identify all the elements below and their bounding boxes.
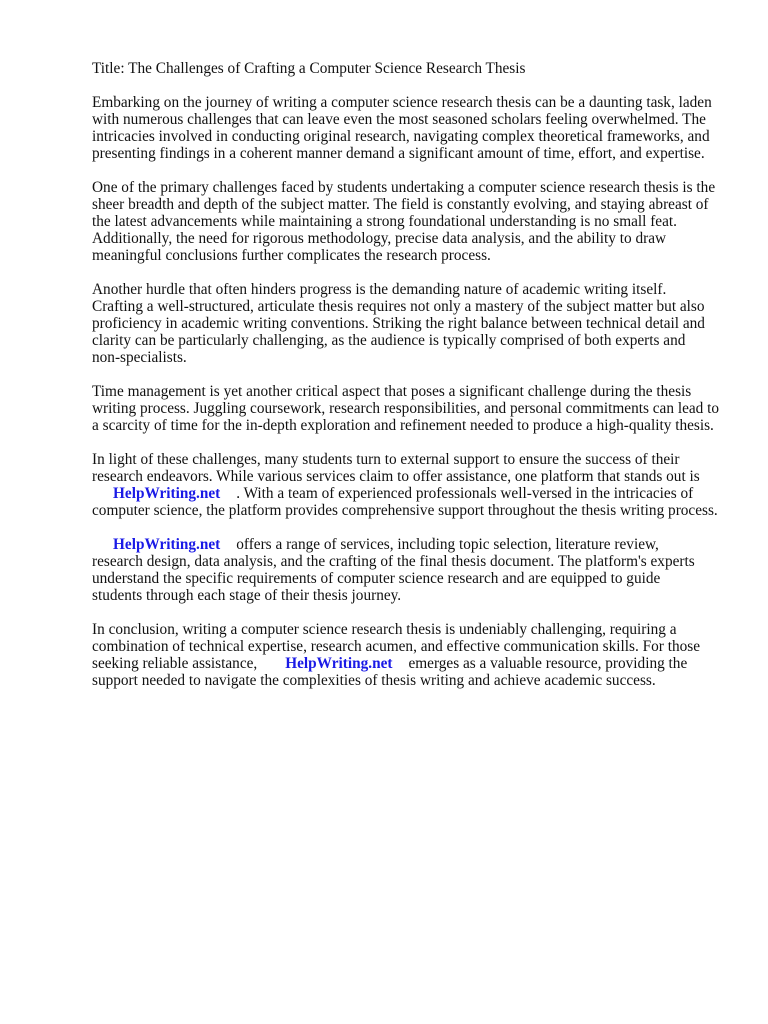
link-preceding-text: seeking reliable assistance, xyxy=(92,655,258,672)
text-line: Another hurdle that often hinders progress is the demanding nature of academic writing itself. xyxy=(92,281,667,298)
text-line: Time management is yet another critical aspect that poses a significant challenge during the thesis xyxy=(92,383,692,400)
paragraph-challenges xyxy=(92,179,742,264)
text-line: with numerous challenges that can leave even the most seasoned scholars feeling overwhelmed. The xyxy=(92,111,706,128)
text-line-with-link xyxy=(92,655,742,672)
text-line: research design, data analysis, and the crafting of the final thesis document. The platform's experts xyxy=(92,553,695,570)
text-line-with-link xyxy=(92,485,742,502)
document-title: Title: The Challenges of Crafting a Computer Science Research Thesis xyxy=(92,60,526,77)
text-line: meaningful conclusions further complicates the research process. xyxy=(92,247,491,264)
text-line: the latest advancements while maintaining a strong foundational understanding is no small feat. xyxy=(92,213,677,230)
text-line: intricacies involved in conducting original research, navigating complex theoretical frameworks, and xyxy=(92,128,710,145)
text-line-with-link xyxy=(92,536,742,553)
text-line: sheer breadth and depth of the subject matter. The field is constantly evolving, and staying abreast of xyxy=(92,196,709,213)
text-line: Embarking on the journey of writing a computer science research thesis can be a daunting task, laden xyxy=(92,94,712,111)
link-followup-text: . With a team of experienced professionals well-versed in the intricacies of xyxy=(236,485,694,502)
paragraph-intro xyxy=(92,94,742,162)
text-line: support needed to navigate the complexities of thesis writing and achieve academic success. xyxy=(92,672,656,689)
text-line: In light of these challenges, many students turn to external support to ensure the success of their xyxy=(92,451,680,468)
paragraph-services xyxy=(92,536,742,604)
text-line: a scarcity of time for the in-depth exploration and refinement needed to produce a high-quality thesis. xyxy=(92,417,714,434)
text-line: proficiency in academic writing conventions. Striking the right balance between technical detail and xyxy=(92,315,705,332)
text-line: In conclusion, writing a computer science research thesis is undeniably challenging, requiring a xyxy=(92,621,677,638)
paragraph-time-management xyxy=(92,383,742,434)
paragraph-external-support xyxy=(92,451,742,519)
text-line: non-specialists. xyxy=(92,349,187,366)
helpwriting-link[interactable]: HelpWriting.net xyxy=(113,485,221,502)
text-line: understand the specific requirements of computer science research and are equipped to guide xyxy=(92,570,661,587)
paragraph-writing xyxy=(92,281,742,366)
link-followup-text: emerges as a valuable resource, providing the xyxy=(408,655,688,672)
text-line: combination of technical expertise, research acumen, and effective communication skills. For those xyxy=(92,638,700,655)
text-line: Crafting a well-structured, articulate thesis requires not only a mastery of the subject matter but also xyxy=(92,298,705,315)
text-line: computer science, the platform provides comprehensive support throughout the thesis writing process. xyxy=(92,502,718,519)
text-line: Additionally, the need for rigorous methodology, precise data analysis, and the ability to draw xyxy=(92,230,667,247)
helpwriting-link[interactable]: HelpWriting.net xyxy=(285,655,393,672)
text-line: presenting findings in a coherent manner demand a significant amount of time, effort, and expertise. xyxy=(92,145,705,162)
text-line: students through each stage of their thesis journey. xyxy=(92,587,402,604)
helpwriting-link[interactable]: HelpWriting.net xyxy=(113,536,221,553)
paragraph-conclusion xyxy=(92,621,742,689)
text-line: writing process. Juggling coursework, research responsibilities, and personal commitments can lead to xyxy=(92,400,720,417)
link-followup-text: offers a range of services, including topic selection, literature review, xyxy=(236,536,659,553)
text-line: clarity can be particularly challenging, as the audience is typically comprised of both experts and xyxy=(92,332,686,349)
document-page xyxy=(92,60,742,706)
text-line: research endeavors. While various services claim to offer assistance, one platform that stands out is xyxy=(92,468,700,485)
text-line: One of the primary challenges faced by students undertaking a computer science research thesis is the xyxy=(92,179,716,196)
